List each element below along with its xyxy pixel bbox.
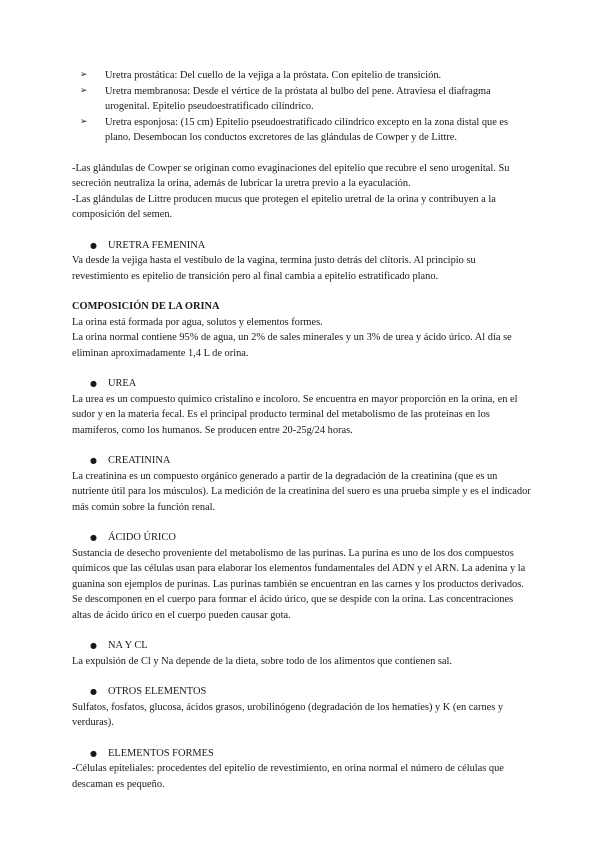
na-cl-heading: ● NA Y CL — [72, 638, 532, 654]
creatinine-heading: ● CREATININA — [72, 453, 532, 469]
formed-elements-heading: ● ELEMENTOS FORMES — [72, 746, 532, 762]
urea-heading: ● UREA — [72, 376, 532, 392]
section-title: COMPOSICIÓN DE LA ORINA — [72, 301, 220, 312]
list-item — [72, 115, 532, 146]
male-urethra-list — [72, 68, 532, 146]
composition-line-1: La orina está formada por agua, solutos y elementos formes. — [72, 316, 323, 328]
bullet-icon: ● — [90, 641, 97, 650]
bullet-icon: ● — [90, 240, 97, 250]
na-cl-paragraph: La expulsión de Cl y Na depende de la dieta, sobre todo de los alimentos que contienen sal. — [72, 655, 453, 667]
cowper-paragraph: -Las glándulas de Cowper se originan como evaginaciones del epitelio que recubre el seno urogenital. Su secreción neutraliza la orina, además de lubricar la uretra previo a la eyaculación. — [72, 162, 510, 189]
bullet-icon: ● — [90, 533, 97, 542]
urea-paragraph: La urea es un compuesto químico cristalino e incoloro. Se encuentra en mayor proporción en la orina, en el sudor y en la materia fecal. Es el principal producto terminal del metabolismo de las proteínas en los mamíferos, como los humanos. Se producen entre 20-25g/24 horas. — [72, 393, 518, 436]
list-item-text: Uretra esponjosa: (15 cm) Epitelio pseudoestratificado cilíndrico excepto en la zona distal que es plano. Desembocan los conductos excretores de las glándulas de Cowper y de Littre. — [105, 116, 509, 143]
document-page — [72, 68, 532, 792]
creatinine-paragraph: La creatinina es un compuesto orgánico generado a partir de la degradación de la creatinina (que es un nutriente útil para los músculos). La medición de la creatinina del suero es una prueba simple y es el indicador más común sobre la función renal. — [72, 470, 531, 513]
composition-line-2: La orina normal contiene 95% de agua, un 2% de sales minerales y un 3% de urea y ácido úrico. Al día se eliminan aproximadamente 1,4 L de orina. — [72, 332, 512, 359]
bullet-icon: ● — [90, 748, 97, 758]
uric-acid-paragraph-2: Se descomponen en el cuerpo para formar el ácido úrico, que se despide con la orina. Las concentraciones altas de ácido úrico en el cuerpo pueden causar gota. — [72, 594, 514, 621]
arrow-bullet-icon: ➢ — [80, 116, 88, 127]
other-elements-heading: ● OTROS ELEMENTOS — [72, 684, 532, 700]
uric-acid-heading: ● ÁCIDO ÚRICO — [72, 530, 532, 546]
arrow-bullet-icon: ➢ — [80, 70, 88, 80]
littre-paragraph: -Las glándulas de Littre producen mucus que protegen el epitelio uretral de la orina y contribuyen a la composición del semen. — [72, 193, 496, 220]
bullet-icon: ● — [90, 687, 97, 696]
bullet-icon: ● — [90, 456, 97, 465]
female-urethra-paragraph: Va desde la vejiga hasta el vestíbulo de la vagina, termina justo detrás del clítoris. Al principio su revestimiento es epitelio de transición pero al final cambia a epitelio estratificado plano. — [72, 255, 476, 282]
list-item — [72, 84, 532, 115]
arrow-bullet-icon: ➢ — [80, 85, 88, 96]
other-elements-paragraph: Sulfatos, fosfatos, glucosa, ácidos grasos, urobilinógeno (degradación de los hematíes) y K (en carnes y verduras). — [72, 701, 504, 728]
list-item-text: Uretra membranosa: Desde el vértice de la próstata al bulbo del pene. Atraviesa el diafragma urogenital. Epitelio pseudoestratificado cilíndrico. — [105, 85, 491, 112]
formed-elements-paragraph: -Células epiteliales: procedentes del epitelio de revestimiento, en orina normal el número de células que descaman es pequeño. — [72, 763, 504, 790]
uric-acid-paragraph-1: Sustancia de desecho proveniente del metabolismo de las purinas. La purina es uno de los dos compuestos químicos que las células usan para elaborar los elementos fundamentales del ADN y el ARN. La adenina y la guanina son ejemplos de purinas. Las purinas también se encuentran en las carnes y los productos derivados. — [72, 547, 526, 590]
list-item-text: Uretra prostática: Del cuello de la vejiga a la próstata. Con epitelio de transición. — [105, 70, 442, 81]
bullet-icon: ● — [90, 379, 97, 388]
female-urethra-heading: ● URETRA FEMENINA — [72, 238, 532, 254]
list-item — [72, 68, 532, 84]
